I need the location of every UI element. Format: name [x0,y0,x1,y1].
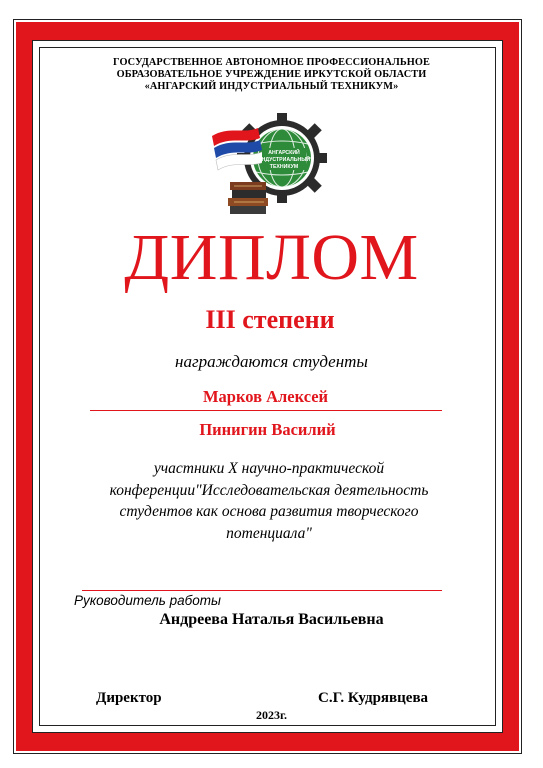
student-name: Пинигин Василий [199,420,336,439]
supervisor-name: Андреева Наталья Васильевна [159,611,384,628]
issue-year: 2023г. [255,708,288,722]
signature-line [82,590,442,591]
director-name: С.Г. Кудрявцева [318,690,429,706]
college-logo [210,108,332,218]
supervisor-label: Руководитель работы [74,593,221,608]
divider-line [90,410,442,411]
diploma-title: ДИПЛОМ [124,221,419,294]
institution-line-2: ОБРАЗОВАТЕЛЬНОЕ УЧРЕЖДЕНИЕ ИРКУТСКОЙ ОБЛАСТИ [116,68,427,80]
diploma-degree: III степени [205,305,335,334]
director-label: Директор [96,690,162,706]
participation-line-1: участники Х научно-практической [153,460,385,477]
student-name: Марков Алексей [202,387,329,406]
awarded-text: награждаются студенты [175,352,368,371]
institution-line-1: ГОСУДАРСТВЕННОЕ АВТОНОМНОЕ ПРОФЕССИОНАЛЬНОЕ [113,57,430,68]
logo-text-1: АНГАРСКИЙ [268,150,300,156]
participation-line-2: конференции"Исследовательская деятельность [109,481,429,499]
participation-line-4: потенциала" [226,524,312,542]
participation-description [74,458,464,544]
logo-text-2: ИНДУСТРИАЛЬНЫЙ [257,157,311,163]
gear-globe-books-icon [210,108,332,218]
logo-text-3: ТЕХНИКУМ [269,164,299,170]
institution-header [60,57,483,92]
institution-line-3: «АНГАРСКИЙ ИНДУСТРИАЛЬНЫЙ ТЕХНИКУМ» [144,80,399,92]
participation-line-3: студентов как основа развития творческого [119,503,419,520]
